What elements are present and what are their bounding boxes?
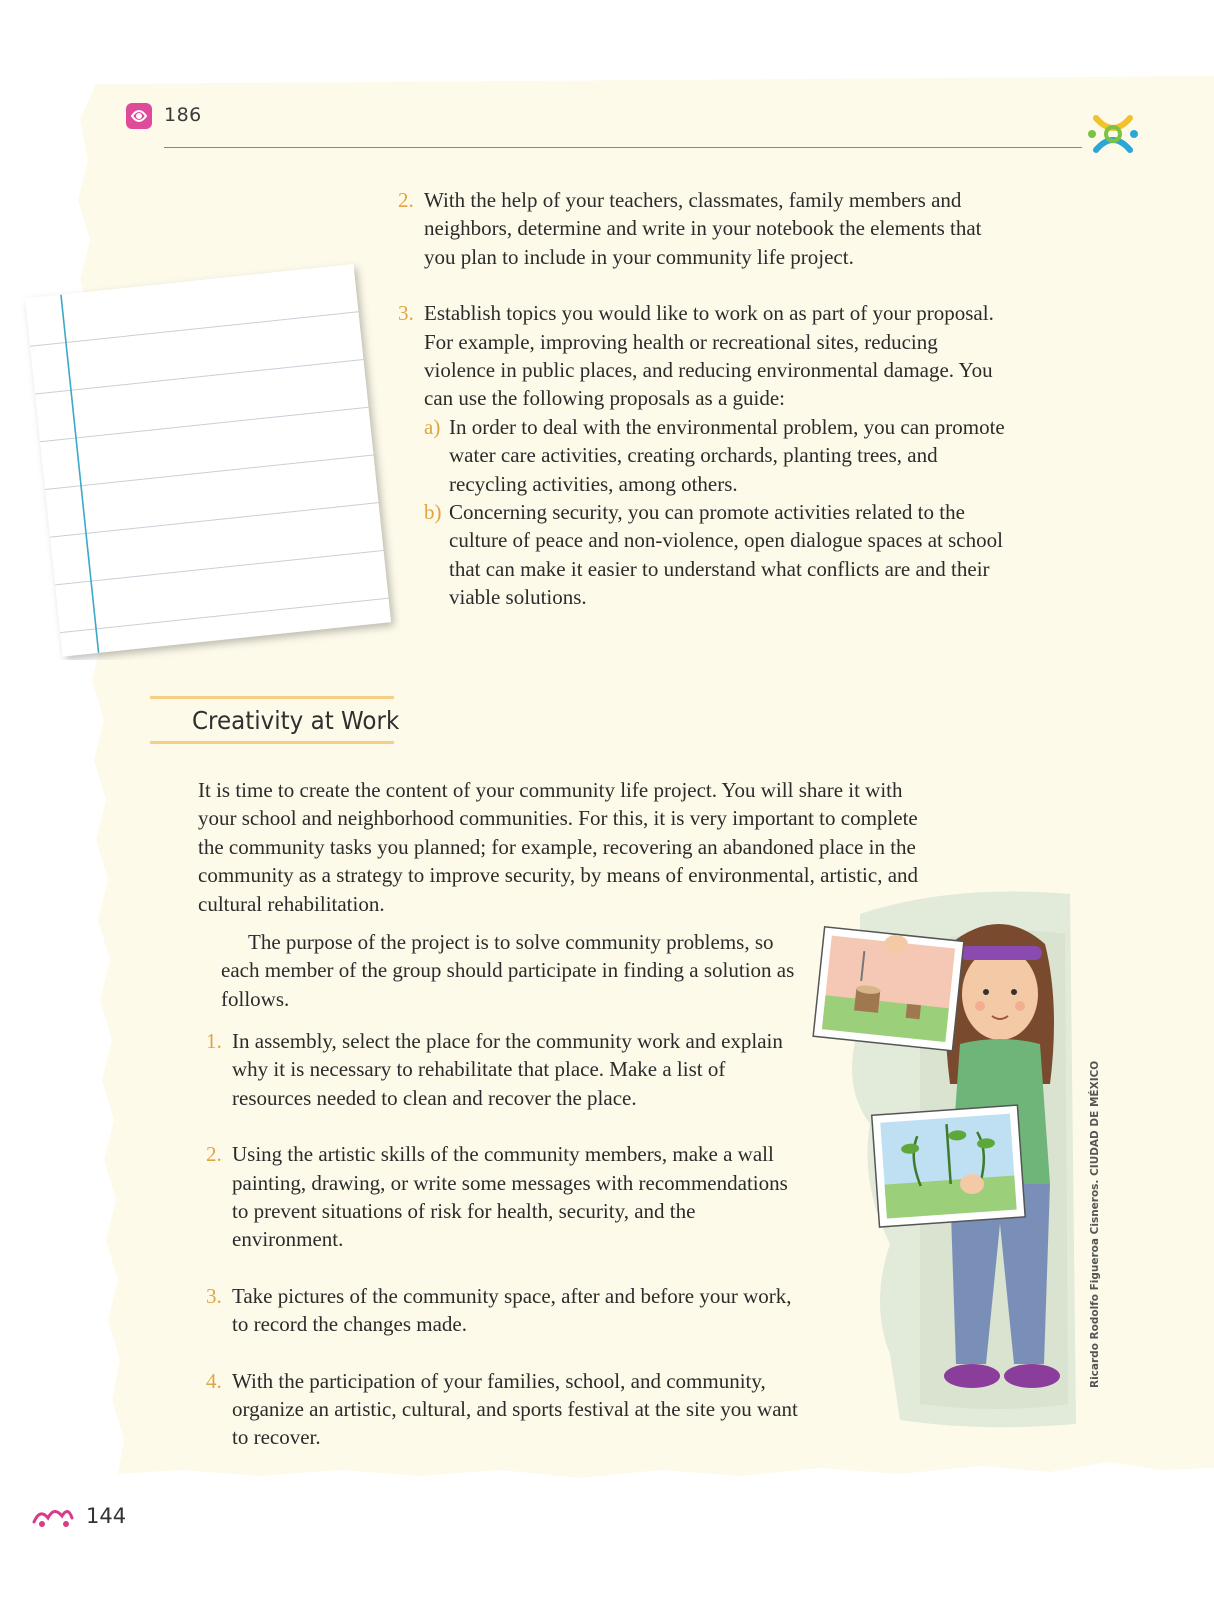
list-item [398,299,1008,413]
list-text: In assembly, select the place for the community work and explain why it is necessary to rehabilitate that place. Make a list of resources needed to clean and recover the place. [232,1029,783,1110]
list-item [206,1027,806,1112]
section-title: Creativity at Work [192,706,400,735]
list-item [206,1140,806,1254]
list-number: 3. [206,1283,222,1308]
intro-paragraph: It is time to create the content of your community life project. You will share it with your school and neighborhood communities. For this, it is very important to complete the community tasks you planned; for example, recovering an abandoned place in the community as a strategy to improve security, by means of environmental, artistic, and cultural rehabilitation. [198,778,919,916]
sub-list-item [398,413,1008,498]
illustration-credit: Ricardo Rodolfo Figueroa Cisneros. CIUDAD DE MÉXICO [1089,1060,1101,1388]
sub-list-letter: b) [424,500,442,525]
sub-list-text: Concerning security, you can promote activities related to the culture of peace and non-violence, open dialogue spaces at school that can make it easier to understand what conflicts are and their viable solutions. [449,500,1003,610]
top-page-number: 186 [164,104,202,126]
project-steps-list [206,1027,806,1452]
list-item [206,1367,806,1452]
list-item [398,186,1008,271]
section-header [150,696,400,744]
sub-list-text: In order to deal with the environmental problem, you can promote water care activities, creating orchards, planting trees, and recycling activities, among others. [449,414,1005,496]
page-ornament-icon [124,101,154,131]
footer-page-number: 144 [86,1504,127,1528]
sub-list-item [398,498,1008,612]
list-number: 3. [398,301,414,326]
girl-holding-pictures-illustration [800,884,1082,1434]
list-number: 2. [206,1142,222,1167]
footer-ornament-icon [30,1504,76,1530]
header-rule [164,147,1082,148]
list-number: 4. [206,1368,222,1393]
series-logo-icon [1086,108,1140,160]
sub-list-letter: a) [424,414,441,439]
list-text: Take pictures of the community space, after and before your work, to record the changes made. [232,1283,792,1337]
proposal-steps-list [398,186,1008,612]
list-text: Using the artistic skills of the community members, make a wall painting, drawing, or write some messages with recommendations to prevent situations of risk for health, security, and the environment. [232,1142,788,1252]
list-text: Establish topics you would like to work on as part of your proposal. For example, improving health or recreational sites, reducing violence in public places, and reducing environmental damage. You can use the following proposals as a guide: [424,301,994,411]
list-item [206,1282,806,1339]
purpose-paragraph: The purpose of the project is to solve community problems, so each member of the group should participate in finding a solution as follows. [221,930,795,1011]
list-number: 2. [398,188,414,212]
list-text: With the help of your teachers, classmates, family members and neighbors, determine and write in your notebook the elements that you plan to include in your community life project. [424,188,982,269]
notebook-paper-illustration [20,240,400,660]
list-number: 1. [206,1029,222,1053]
list-text: With the participation of your families, school, and community, organize an artistic, cultural, and sports festival at the site you want to recover. [232,1368,798,1450]
